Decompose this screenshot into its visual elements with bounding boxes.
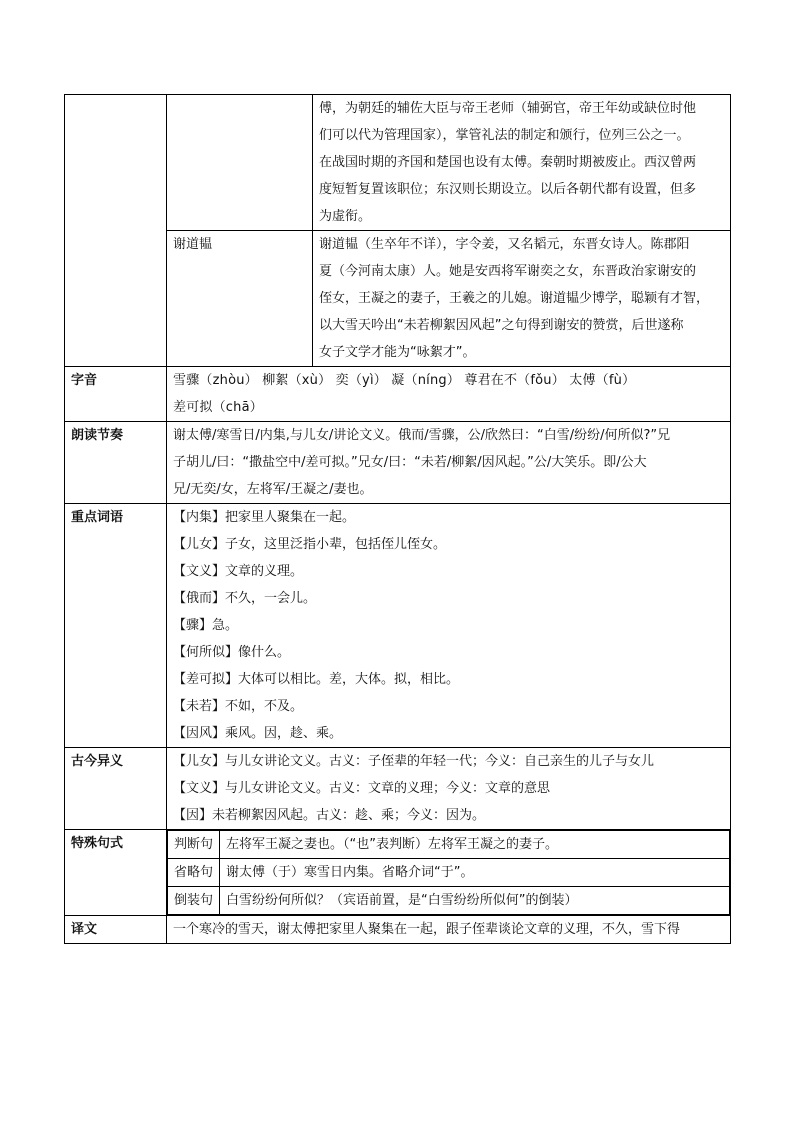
table-row [168,831,730,859]
table-row [65,916,731,944]
section-label-rhythm: 朗读节奏 [65,422,167,504]
rhythm-line: 谢太傅/寒雪日/内集,与儿女/讲论文义。俄而/雪骤，公/欣然曰：“白雪/纷纷/何所似?”兄 [173,428,671,443]
table-row [168,887,730,915]
pronunciation-line: 雪骤（zhòu） 柳絮（xù） 奕（yì） 凝（níng） 尊君在不（fǒu） 太傅（fù） [173,373,636,388]
table-row [168,859,730,887]
key-word-item: 【差可拟】大体可以相比。差，大体。拟，相比。 [173,672,460,687]
pronunciation-line: 差可拟（chā） [173,400,263,415]
key-word-item: 【骤】急。 [173,618,239,633]
ancient-modern-item: 【儿女】与儿女讲论文义。古义：子侄辈的年轻一代；今义：自己亲生的儿子与女儿 [173,754,655,769]
table-row [65,748,731,830]
ancient-modern-cell [167,748,731,830]
table-row [65,830,731,916]
key-word-item: 【俄而】不久，一会儿。 [173,591,317,606]
definition-line: 谢道韫（生卒年不详），字令姜，又名韬元，东晋女诗人。陈郡阳 [319,237,690,252]
sentence-example: 白雪纷纷何所似？（宾语前置，是“白雪纷纷所似何”的倒装） [220,887,730,915]
definition-cell [313,231,731,367]
key-word-item: 【未若】不如，不及。 [173,699,304,714]
section-label-ancient-modern: 古今异义 [65,748,167,830]
term-cell: 谢道韫 [167,231,313,367]
definition-line: 傅，为朝廷的辅佐大臣与帝王老师（辅弼官，帝王年幼或缺位时他 [319,101,697,116]
definition-cell [313,95,731,231]
key-word-item: 【何所似】像什么。 [173,645,291,660]
table-row [65,367,731,422]
rhythm-line: 兄/无奕/女，左将军/王凝之/妻也。 [173,482,373,497]
ancient-modern-item: 【因】未若柳絮因风起。古义：趁、乘；今义：因为。 [173,808,486,823]
definition-line: 度短暂复置该职位；东汉则长期设立。以后各朝代都有设置，但多 [319,182,697,197]
sentence-example: 左将军王凝之妻也。（“也”表判断）左将军王凝之的妻子。 [220,831,730,859]
table-row [65,95,731,231]
definition-line: 夏（今河南太康）人。她是安西将军谢奕之女，东晋政治家谢安的 [319,264,697,279]
definition-line: 以大雪天吟出“未若柳絮因风起”之句得到谢安的赞赏，后世遂称 [319,318,684,333]
sentence-example: 谢太傅（于）寒雪日内集。省略介词“于”。 [220,859,730,887]
special-sentences-table [167,830,730,915]
pronunciation-cell [167,367,731,422]
blank-label-cell [65,95,167,367]
section-label-key-words: 重点词语 [65,504,167,748]
table-row [65,422,731,504]
section-label-pronunciation: 字音 [65,367,167,422]
definition-line: 在战国时期的齐国和楚国也设有太傅。秦朝时期被废止。西汉曾两 [319,155,697,170]
term-cell [167,95,313,231]
key-word-item: 【因风】乘风。因，趁、乘。 [173,726,343,741]
key-word-item: 【儿女】子女，这里泛指小辈，包括侄儿侄女。 [173,537,447,552]
key-words-cell [167,504,731,748]
ancient-modern-item: 【文义】与儿女讲论文义。古义：文章的义理；今义：文章的意思 [173,781,551,796]
translation-cell [167,916,731,944]
table-row [65,504,731,748]
definition-line: 侄女，王凝之的妻子，王羲之的儿媳。谢道韫少博学，聪颖有才智， [319,291,710,306]
sentence-type: 省略句 [168,859,220,887]
section-label-special-sentences: 特殊句式 [65,830,167,916]
definition-line: 女子文学才能为“咏絮才”。 [319,345,476,360]
special-sentences-cell [167,830,731,916]
sentence-type: 判断句 [168,831,220,859]
study-table [64,94,731,944]
definition-line: 们可以代为管理国家），掌管礼法的制定和颁行，位列三公之一。 [319,128,690,143]
key-word-item: 【文义】文章的义理。 [173,564,304,579]
rhythm-line: 子胡儿/曰：“撒盐空中/差可拟。”兄女/曰：“未若/柳絮/因风起。”公/大笑乐。即/公大 [173,455,647,470]
translation-line: 一个寒冷的雪天，谢太傅把家里人聚集在一起，跟子侄辈谈论文章的义理，不久，雪下得 [173,922,681,937]
sentence-type: 倒装句 [168,887,220,915]
definition-line: 为虚衔。 [319,209,372,224]
rhythm-cell [167,422,731,504]
key-word-item: 【内集】把家里人聚集在一起。 [173,510,356,525]
section-label-translation: 译文 [65,916,167,944]
